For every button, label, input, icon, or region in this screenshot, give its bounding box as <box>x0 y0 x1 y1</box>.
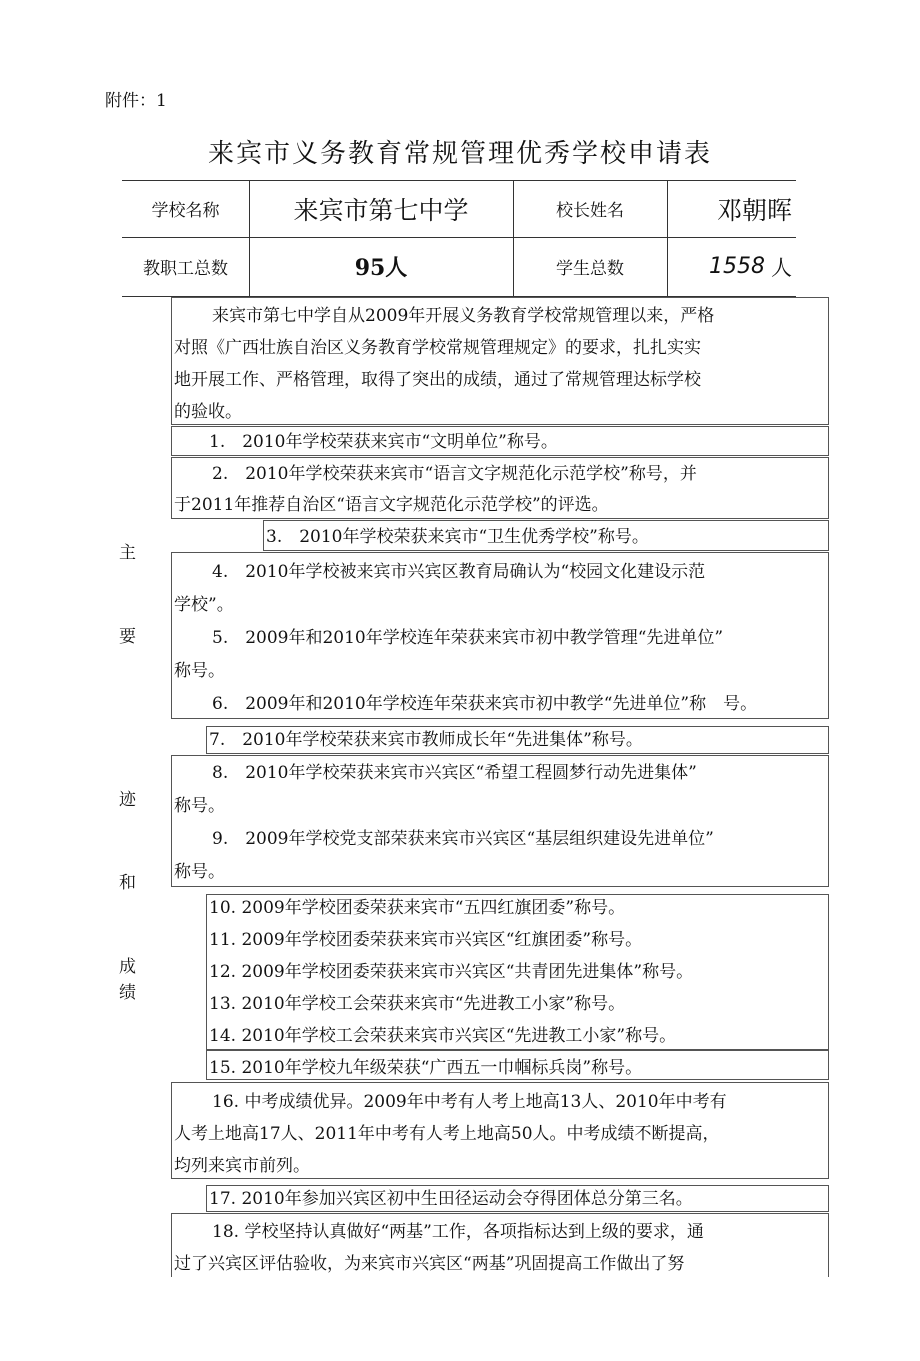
achievement-item: 10. 2009年学校团委荣获来宾市“五四红旗团委”称号。 <box>209 898 626 918</box>
achievement-item: 15. 2010年学校九年级荣获“广西五一巾帼标兵岗”称号。 <box>209 1058 643 1078</box>
side-label-char: 迹 <box>119 790 136 810</box>
school-name-value: 来宾市第七中学 <box>293 195 469 225</box>
achievement-item: 11. 2009年学校团委荣获来宾市兴宾区“红旗团委”称号。 <box>209 930 643 950</box>
achievement-item-cont: 称号。 <box>174 796 225 816</box>
achievement-item: 18. 学校坚持认真做好“两基”工作，各项指标达到上级的要求，通 <box>212 1222 704 1242</box>
staff-count-value: 95人 <box>354 255 408 281</box>
intro-line: 的验收。 <box>174 402 242 422</box>
achievement-item-cont: 称号。 <box>174 862 225 882</box>
attachment-label: 附件：1 <box>105 91 167 111</box>
side-label-char: 主 <box>119 543 136 563</box>
staff-count-label: 教职工总数 <box>143 259 228 279</box>
achievement-item: 6. 2009年和2010年学校连年荣获来宾市初中教学“先进单位”称 号。 <box>212 694 758 714</box>
achievement-item: 7. 2010年学校荣获来宾市教师成长年“先进集体”称号。 <box>209 730 643 750</box>
achievement-item: 12. 2009年学校团委荣获来宾市兴宾区“共青团先进集体”称号。 <box>209 962 694 982</box>
side-label-char: 绩 <box>119 983 136 1003</box>
intro-line: 地开展工作、严格管理，取得了突出的成绩，通过了常规管理达标学校 <box>174 370 701 390</box>
principal-label: 校长姓名 <box>556 201 624 221</box>
achievement-item: 13. 2010年学校工会荣获来宾市“先进教工小家”称号。 <box>209 994 626 1014</box>
achievement-item: 1. 2010年学校荣获来宾市“文明单位”称号。 <box>209 432 558 452</box>
achievement-item: 9. 2009年学校党支部荣获来宾市兴宾区“基层组织建设先进单位” <box>212 829 714 849</box>
side-label-char: 成 <box>119 957 136 977</box>
achievement-item: 16. 中考成绩优异。2009年中考有人考上地高13人、2010年中考有 <box>212 1092 727 1112</box>
achievement-item: 8. 2010年学校荣获来宾市兴宾区“希望工程圆梦行动先进集体” <box>212 763 697 783</box>
achievement-item-cont: 学校”。 <box>174 595 234 615</box>
achievement-item-cont: 过了兴宾区评估验收，为来宾市兴宾区“两基”巩固提高工作做出了努 <box>174 1254 685 1274</box>
page-title: 来宾市义务教育常规管理优秀学校申请表 <box>207 139 712 169</box>
achievement-item: 17. 2010年参加兴宾区初中生田径运动会夺得团体总分第三名。 <box>209 1189 693 1209</box>
side-label-char: 要 <box>119 627 136 647</box>
principal-value: 邓朝晖 <box>716 195 792 225</box>
school-name-label: 学校名称 <box>151 201 220 221</box>
student-count-unit: 人 <box>771 255 792 280</box>
achievement-item-cont: 于2011年推荐自治区“语言文字规范化示范学校”的评选。 <box>174 495 609 515</box>
achievement-item: 2. 2010年学校荣获来宾市“语言文字规范化示范学校”称号，并 <box>212 464 697 484</box>
achievement-item: 5. 2009年和2010年学校连年荣获来宾市初中教学管理“先进单位” <box>212 628 724 648</box>
student-count-value: 1558 <box>709 254 765 279</box>
achievement-item: 14. 2010年学校工会荣获来宾市兴宾区“先进教工小家”称号。 <box>209 1026 677 1046</box>
side-label-char: 和 <box>119 873 136 893</box>
achievement-item-cont: 人考上地高17人、2011年中考有人考上地高50人。中考成绩不断提高， <box>174 1124 720 1144</box>
student-count-label: 学生总数 <box>556 259 624 279</box>
intro-line: 对照《广西壮族自治区义务教育学校常规管理规定》的要求，扎扎实实 <box>174 338 701 358</box>
achievement-item-cont: 均列来宾市前列。 <box>174 1156 310 1176</box>
intro-line: 来宾市第七中学自从2009年开展义务教育学校常规管理以来，严格 <box>212 306 715 326</box>
student-count-cell <box>667 237 796 296</box>
achievement-item-cont: 称号。 <box>174 661 225 681</box>
achievement-item: 3. 2010年学校荣获来宾市“卫生优秀学校”称号。 <box>266 527 649 547</box>
achievement-item: 4. 2010年学校被来宾市兴宾区教育局确认为“校园文化建设示范 <box>212 562 706 582</box>
